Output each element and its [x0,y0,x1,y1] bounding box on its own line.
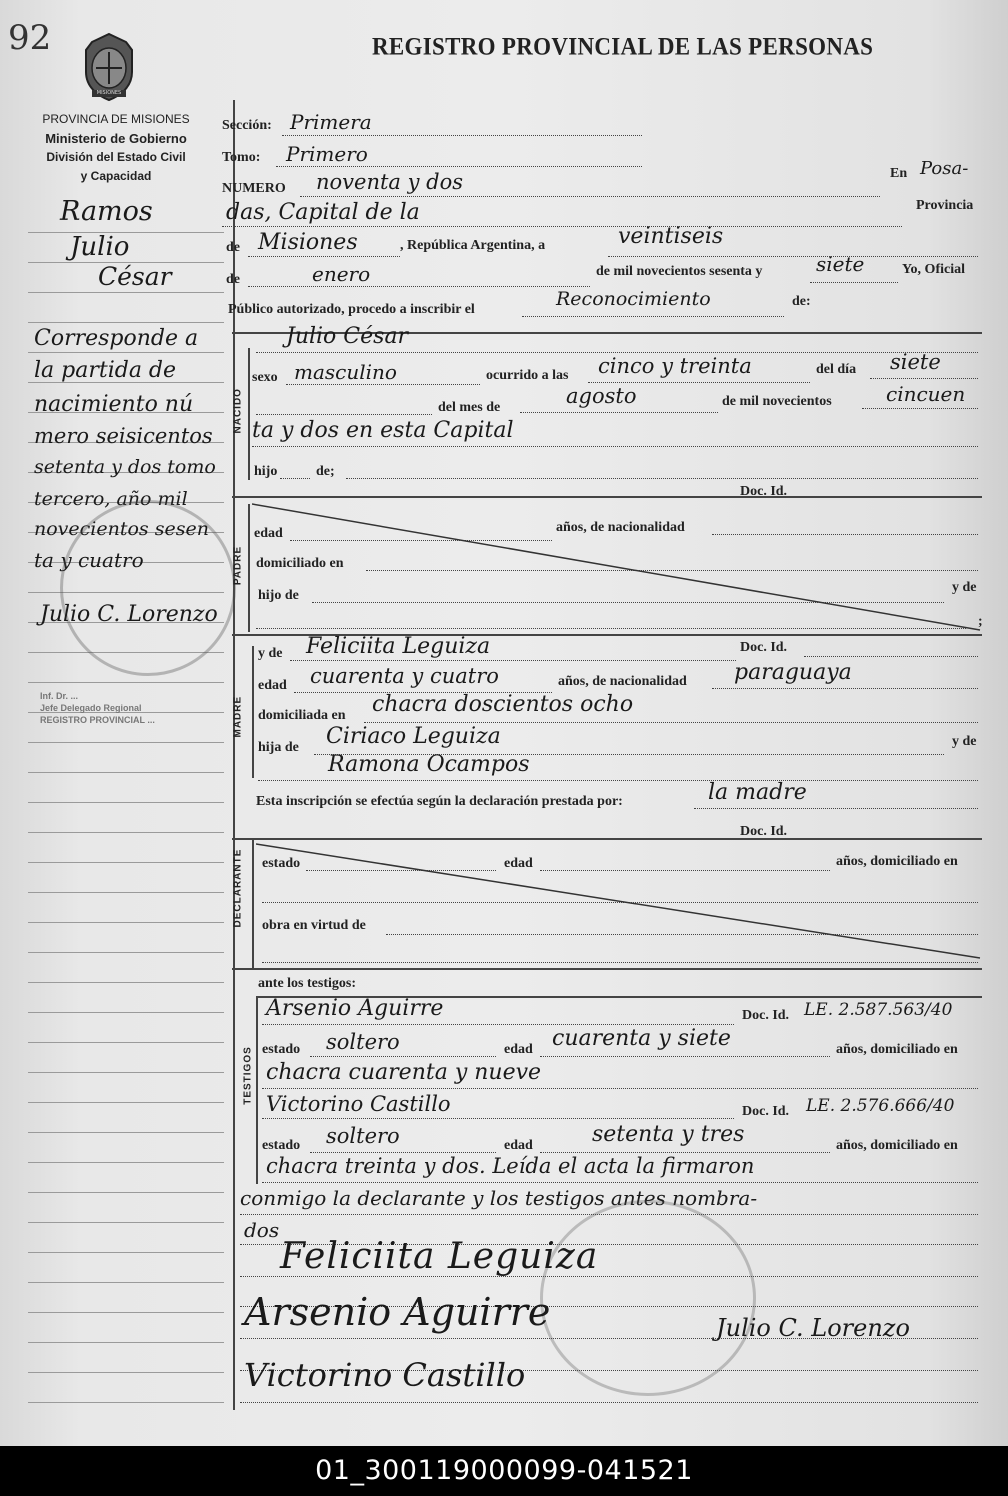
section-madre: MADRE [232,695,244,738]
oficial-label: Yo, Oficial [902,262,965,277]
testigo1-doc-label: Doc. Id. [742,1008,790,1023]
testigo2-doc-label: Doc. Id. [742,1104,790,1119]
hijo-de-label: de; [316,464,335,479]
de-colon-label: de: [792,294,811,309]
provincia-label: Provincia [916,198,974,213]
dia-value: veintiseis [618,224,724,249]
seccion-value: Primera [290,110,372,134]
ocurrido-label: ocurrido a las [486,368,569,383]
seccion-label: Sección: [222,118,272,133]
padre-doc-label: Doc. Id. [740,484,788,499]
en-value: Posa- [920,158,969,179]
page-title: REGISTRO PROVINCIAL DE LAS PERSONAS [372,32,874,60]
testigo2-edad: setenta y tres [592,1122,745,1147]
testigo1-estado-label: estado [262,1042,301,1057]
padre-edad-label: edad [254,526,283,541]
numero-value: noventa y dos [316,170,464,194]
mes-label: del mes de [438,400,501,415]
margin-divider [233,100,235,1410]
margin-signature: Julio C. Lorenzo [40,602,218,627]
margin-note-line: setenta y dos tomo [34,456,216,478]
margin-note-line: mero seisicentos [34,424,213,448]
testigo1-doc: LE. 2.587.563/40 [804,1000,953,1020]
declarante-cancel-line [256,842,982,962]
madre-y-de-label: y de [258,646,283,661]
province-emblem [78,32,140,102]
signature-testigo2: Victorino Castillo [244,1356,526,1394]
office-capacity: y Capacidad [80,169,152,183]
signature-testigo1: Arsenio Aguirre [244,1290,551,1334]
section-padre: PADRE [232,545,244,586]
nacido-dia: siete [890,350,941,374]
margin-note-line: tercero, año mil [34,488,188,510]
margin-stamp-text [40,690,155,726]
testigo1-dom-label: años, domiciliado en [836,1042,958,1057]
testigos-label: ante los testigos: [258,976,356,991]
del-dia-label: del día [816,362,857,377]
anio-label: de mil novecientos sesenta y [596,264,763,279]
sexo-value: masculino [294,360,397,384]
tomo-value: Primero [286,142,368,166]
padre-cancel-line [252,498,982,638]
margin-name-2: César [98,262,172,291]
en-label: En [890,166,908,181]
margin-note-line: ta y cuatro [34,548,144,572]
testigo1-estado: soltero [326,1030,400,1054]
padre-nac-label: años, de nacionalidad [556,520,685,535]
madre-hija-label: hija de [258,740,299,755]
testigo2-domicilio: chacra treinta y dos. Leída el acta la firmaron [266,1154,755,1178]
madre-edad-label: edad [258,678,287,693]
declarante-dom-label: años, domiciliado en [836,854,958,869]
madre-nac-label: años, de nacionalidad [558,674,687,689]
hijo-label: hijo [254,464,278,479]
closing-line-2: dos [244,1218,280,1242]
stamp-line: Inf. Dr. ... [40,691,79,701]
office-ministry: Ministerio de Gobierno [45,131,187,146]
official-seal [540,1200,756,1396]
testigo2-nombre: Victorino Castillo [266,1092,451,1116]
nacido-anio-label: de mil novecientos [722,394,832,409]
de-label-2: de [226,272,240,287]
madre-edad: cuarenta y cuatro [310,664,499,688]
margin-note-line: la partida de [34,358,177,383]
testigo1-edad: cuarenta y siete [552,1026,731,1051]
tomo-label: Tomo: [222,150,261,165]
testigo1-edad-label: edad [504,1042,533,1057]
margin-surname: Ramos [60,196,153,227]
closing-line-1: conmigo la declarante y los testigos antes nombra- [240,1186,758,1210]
madre-padre: Ciriaco Leguiza [326,724,501,749]
de-label: de [226,240,240,255]
testigo1-domicilio: chacra cuarenta y nueve [266,1060,542,1085]
madre-doc-label: Doc. Id. [740,640,788,655]
signature-madre: Feliciita Leguiza [280,1236,599,1277]
madre-hija-y-de: y de [952,734,977,749]
padre-dom-label: domiciliado en [256,556,344,571]
testigo2-edad-label: edad [504,1138,533,1153]
numero-label: NUMERO [222,181,286,196]
margin-note-line: novecientos sesen [34,518,209,540]
section-nacido: NACIDO [232,388,244,434]
padre-semicolon: ; [978,614,983,629]
anio-value: siete [816,252,865,276]
signature-oficial: Julio C. Lorenzo [716,1314,910,1342]
office-block [18,110,214,186]
acto-value: Reconocimiento [556,288,711,310]
madre-dom-label: domiciliada en [258,708,346,723]
publico-label: Público autorizado, procedo a inscribir el [228,302,475,317]
testigo2-estado: soltero [326,1124,400,1148]
mes-value: enero [312,262,371,286]
padre-y-de-label: y de [952,580,977,595]
page-number: 92 [8,18,52,58]
declarante-obra-label: obra en virtud de [262,918,366,933]
declaracion-label: Esta inscripción se efectúa según la declaración prestada por: [256,794,623,809]
madre-nombre: Feliciita Leguiza [306,634,491,659]
section-testigos: TESTIGOS [242,1046,254,1105]
place-value: das, Capital de la [226,200,420,225]
office-division: División del Estado Civil [46,150,186,164]
nacido-nombre: Julio César [286,324,409,349]
stamp-line: REGISTRO PROVINCIAL ... [40,715,155,725]
section-declarante: DECLARANTE [232,848,244,928]
file-id-bar: 01_300119000099-041521 [0,1446,1008,1496]
declarante-doc-label: Doc. Id. [740,824,788,839]
official-stamp [60,500,236,676]
sexo-label: sexo [252,370,278,385]
declarante-edad-label: edad [504,856,533,871]
testigo2-dom-label: años, domiciliado en [836,1138,958,1153]
testigo2-doc: LE. 2.576.666/40 [806,1096,955,1116]
republica-label: , República Argentina, a [400,238,546,253]
nacido-anio-cont: ta y dos en esta Capital [252,418,514,443]
nacido-anio: cincuen [886,382,966,406]
madre-domicilio: chacra doscientos ocho [372,692,634,717]
emblem-text: MISIONES [96,90,122,96]
testigo2-estado-label: estado [262,1138,301,1153]
testigo1-nombre: Arsenio Aguirre [266,996,444,1021]
margin-name-1: Julio [70,232,130,262]
hora-value: cinco y treinta [598,354,752,378]
margin-note-line: nacimiento nú [34,392,194,417]
office-province: PROVINCIA DE MISIONES [42,112,190,126]
madre-madre: Ramona Ocampos [328,752,530,777]
stamp-line: Jefe Delegado Regional [40,703,142,713]
margin-note-line: Corresponde a [34,326,199,351]
nacido-mes: agosto [566,384,637,408]
madre-nacionalidad: paraguaya [734,660,852,685]
declarante-estado-label: estado [262,856,301,871]
declaracion-por: la madre [708,780,807,805]
padre-hijo-label: hijo de [258,588,299,603]
provincia-value: Misiones [258,230,358,255]
